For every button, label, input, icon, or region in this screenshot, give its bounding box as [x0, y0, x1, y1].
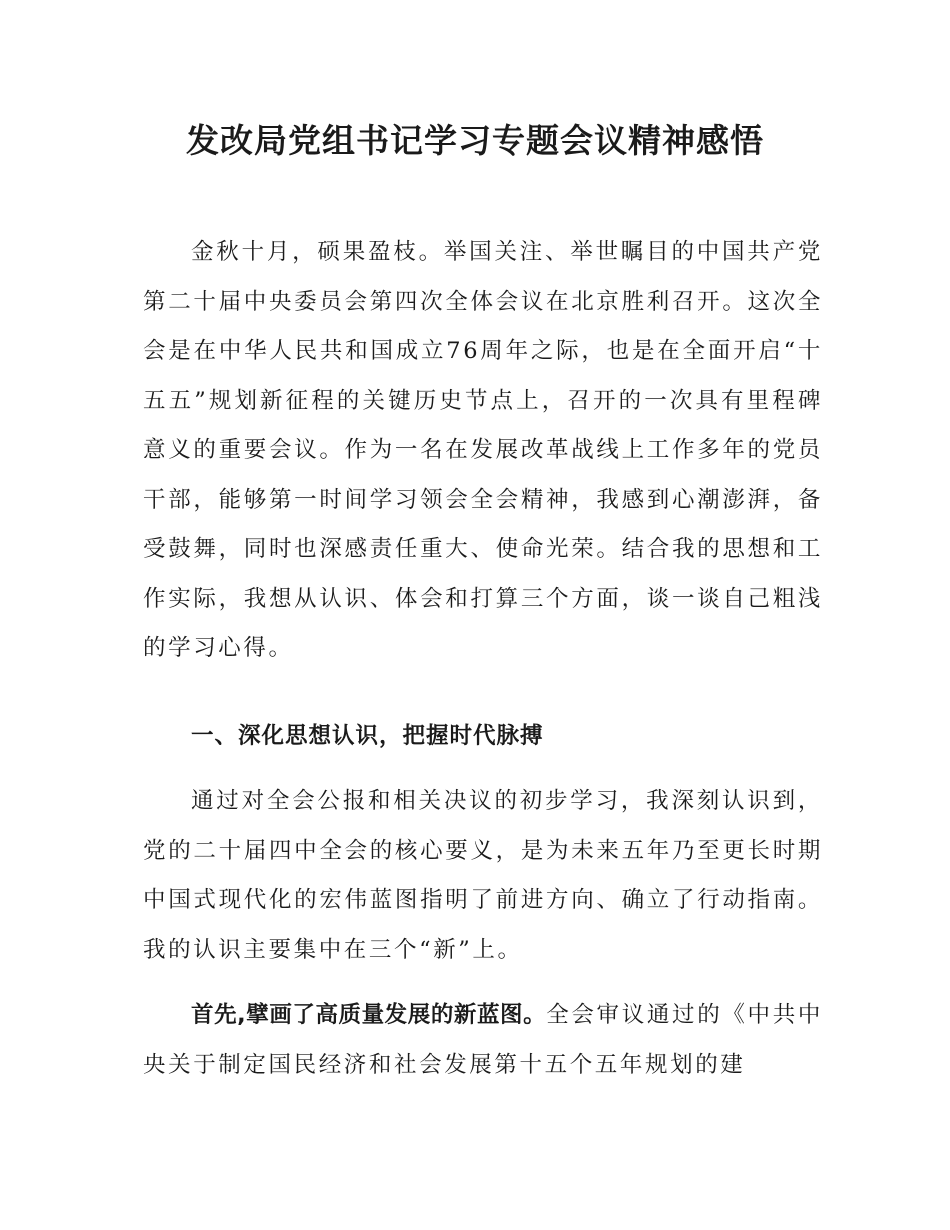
paragraph-lead: 首先,擘画了高质量发展的新蓝图。 [191, 1002, 547, 1028]
section-heading-1: 一、深化思想认识，把握时代脉搏 [191, 723, 544, 749]
paragraph-first-point-text: 全会审议通过的《中共中央关于制定国民经济和社会发展第十五个五年规划的建 [143, 1002, 823, 1078]
paragraph-first-point [143, 991, 823, 1090]
paragraph-understanding: 通过对全会公报和相关决议的初步学习，我深刻认识到，党的二十届四中全会的核心要义，是为未来五年乃至更长时期中国式现代化的宏伟蓝图指明了前进方向、确立了行动指南。我的认识主要集中在三个“新”上。 [143, 788, 823, 963]
document-title: 发改局党组书记学习专题会议精神感悟 [186, 121, 764, 160]
paragraph-intro: 金秋十月，硕果盈枝。举国关注、举世瞩目的中国共产党第二十届中央委员会第四次全体会议在北京胜利召开。这次全会是在中华人民共和国成立76周年之际，也是在全面开启“十五五”规划新征程的关键历史节点上，召开的一次具有里程碑意义的重要会议。作为一名在发展改革战线上工作多年的党员干部，能够第一时间学习领会全会精神，我感到心潮澎湃，备受鼓舞，同时也深感责任重大、使命光荣。结合我的思想和工作实际，我想从认识、体会和打算三个方面，谈一谈自己粗浅的学习心得。 [143, 239, 823, 661]
